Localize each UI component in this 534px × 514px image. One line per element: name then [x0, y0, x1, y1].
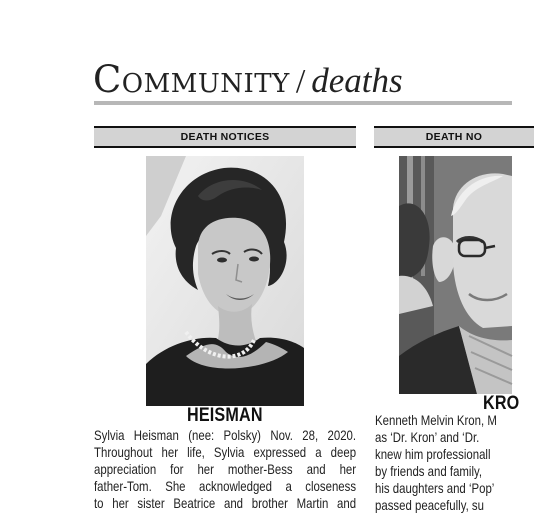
obituary-line: his daughters and ‘Pop’	[375, 481, 495, 496]
section-masthead	[93, 58, 403, 101]
obituary-name-heisman: HEISMAN	[187, 405, 263, 426]
obituary-line: Kenneth Melvin Kron, M	[375, 413, 497, 428]
column-header-death-notices-2: DEATH NO	[374, 126, 534, 148]
obituary-line: to her sister Beatrice and brother Martin and	[94, 496, 357, 511]
masthead-separator: /	[295, 63, 306, 100]
obituary-line: knew him professionall	[375, 447, 491, 462]
obituary-text-kron	[375, 412, 497, 514]
obituary-line: Sylvia Heisman (nee: Polsky) Nov. 28, 2020.	[94, 428, 357, 443]
obituary-name-kron: KRO	[483, 393, 520, 414]
portrait-photo-kron	[399, 156, 512, 394]
obituary-line: by friends and family,	[375, 464, 483, 479]
section-title: Community	[93, 58, 290, 101]
obituary-text-heisman	[94, 427, 356, 512]
obituary-line: as ‘Dr. Kron’ and ‘Dr.	[375, 430, 480, 445]
portrait-heisman-image	[146, 156, 304, 406]
obituary-line: father-Tom. She acknowledged a closeness	[94, 479, 357, 494]
masthead-rule	[94, 101, 512, 105]
portrait-photo-heisman	[146, 156, 304, 406]
obituary-line: Throughout her life, Sylvia expressed a deep	[94, 445, 357, 460]
portrait-kron-image	[399, 156, 512, 394]
column-header-death-notices: DEATH NOTICES	[94, 126, 356, 148]
obituary-line: appreciation for her mother-Bess and her	[94, 462, 357, 477]
obituary-line: passed peacefully, su	[375, 498, 484, 513]
section-subtitle: deaths	[311, 61, 403, 100]
